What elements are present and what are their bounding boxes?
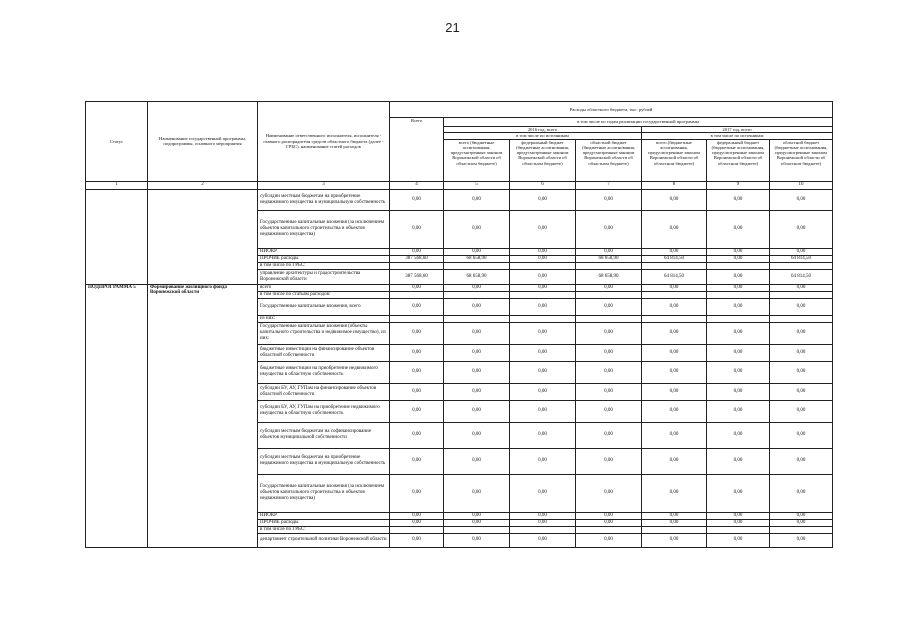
row-label: субсидии местным бюджетам на софинансирование объектов муниципальной собственности: [258, 422, 390, 448]
value-cell: 0,00: [642, 361, 707, 383]
value-cell: 0,00: [510, 210, 576, 248]
value-cell: 0,00: [770, 344, 833, 361]
value-cell: 0,00: [576, 519, 642, 526]
value-cell: 0,00: [707, 322, 770, 344]
value-cell: 0,00: [390, 210, 444, 248]
value-cell: 0,00: [576, 383, 642, 400]
value-cell: [770, 526, 833, 533]
value-cell: 0,00: [770, 210, 833, 248]
value-cell: 0,00: [707, 448, 770, 474]
value-cell: 0,00: [444, 474, 510, 512]
value-cell: 0,00: [642, 448, 707, 474]
value-cell: 0,00: [642, 210, 707, 248]
column-number: 5: [444, 181, 510, 189]
value-cell: 0,00: [390, 533, 444, 547]
row-label: из них:: [258, 315, 390, 322]
value-cell: [390, 315, 444, 322]
value-cell: 0,00: [390, 383, 444, 400]
value-cell: 0,00: [642, 422, 707, 448]
value-cell: 0,00: [510, 533, 576, 547]
header-executor: Наименование ответственного исполнителя, исполнителя - главного распорядителя средств областного бюджета (далее - ГРБС), наименование статей расходов: [258, 102, 390, 182]
header-expenses: Расходы областного бюджета, тыс. рублей: [390, 102, 833, 118]
value-cell: 0,00: [510, 474, 576, 512]
budget-table: [85, 101, 833, 548]
value-cell: [642, 262, 707, 269]
value-cell: [390, 526, 444, 533]
value-cell: 0,00: [510, 422, 576, 448]
value-cell: 0,00: [707, 298, 770, 315]
column-number: 10: [770, 181, 833, 189]
header-by-years: в том числе по годам реализации государственной программы: [444, 118, 833, 127]
value-cell: 0,00: [390, 474, 444, 512]
row-label: ПРОЧИЕ расходы: [258, 519, 390, 526]
value-cell: 0,00: [770, 512, 833, 519]
value-cell: 0,00: [510, 400, 576, 422]
value-cell: 0,00: [642, 284, 707, 291]
value-cell: 68 658,90: [576, 255, 642, 262]
header-src-2016-regional: областной бюджет (бюджетные ассигнования, предусмотренные законом Воронежской области об областном бюджете): [576, 139, 642, 181]
value-cell: [770, 262, 833, 269]
value-cell: 0,00: [510, 189, 576, 210]
value-cell: 0,00: [642, 383, 707, 400]
column-number: 3: [258, 181, 390, 189]
value-cell: 0,00: [707, 344, 770, 361]
value-cell: 0,00: [707, 210, 770, 248]
value-cell: 0,00: [444, 422, 510, 448]
header-src-2017-total: всего (бюджетные ассигнования, предусмотренные законом Воронежской области об областном бюджете): [642, 139, 707, 181]
header-by-sources-2016: в том числе по источникам: [444, 132, 641, 138]
value-cell: [770, 291, 833, 298]
row-label: в том числе по ГРБС:: [258, 262, 390, 269]
value-cell: 0,00: [390, 448, 444, 474]
value-cell: 0,00: [444, 284, 510, 291]
value-cell: [642, 526, 707, 533]
value-cell: 0,00: [576, 533, 642, 547]
value-cell: 0,00: [770, 189, 833, 210]
value-cell: [707, 291, 770, 298]
value-cell: 0,00: [576, 322, 642, 344]
value-cell: 0,00: [390, 248, 444, 255]
value-cell: 0,00: [390, 400, 444, 422]
value-cell: 0,00: [642, 533, 707, 547]
value-cell: [576, 315, 642, 322]
value-cell: [642, 315, 707, 322]
value-cell: 0,00: [576, 512, 642, 519]
value-cell: 64 814,50: [770, 269, 833, 284]
value-cell: 387 568,60: [390, 255, 444, 262]
value-cell: [510, 262, 576, 269]
value-cell: [707, 526, 770, 533]
value-cell: 0,00: [390, 512, 444, 519]
value-cell: 0,00: [510, 322, 576, 344]
value-cell: 0,00: [642, 298, 707, 315]
value-cell: 0,00: [576, 248, 642, 255]
row-label: субсидии местным бюджетам на приобретение недвижимого имущества в муниципальную собственность: [258, 448, 390, 474]
value-cell: 0,00: [576, 422, 642, 448]
row-label: Государственные капитальные вложения (за исключением объектов капитального строительства и объектов недвижимого имущества): [258, 474, 390, 512]
column-number: 7: [576, 181, 642, 189]
value-cell: [510, 526, 576, 533]
value-cell: 0,00: [390, 284, 444, 291]
row-label: в том числе по ГРБС:: [258, 526, 390, 533]
column-number-row: [86, 181, 833, 189]
value-cell: [444, 291, 510, 298]
row-label: НИОКР: [258, 248, 390, 255]
column-number: 4: [390, 181, 444, 189]
value-cell: 0,00: [770, 519, 833, 526]
header-status: Статус: [86, 102, 148, 182]
value-cell: 0,00: [770, 400, 833, 422]
value-cell: 0,00: [576, 361, 642, 383]
value-cell: 0,00: [707, 248, 770, 255]
value-cell: 68 658,90: [444, 269, 510, 284]
value-cell: 0,00: [770, 322, 833, 344]
value-cell: 0,00: [444, 298, 510, 315]
value-cell: [707, 315, 770, 322]
header-src-2016-total: всего (бюджетные ассигнования, предусмотренные законом Воронежской области об областном бюджете): [444, 139, 510, 181]
value-cell: 0,00: [510, 519, 576, 526]
header-program-name: Наименование государственной программы, подпрограммы, основного мероприятия: [148, 102, 258, 182]
value-cell: 0,00: [390, 322, 444, 344]
header-year-2016-label: 2016 год, всего: [527, 127, 558, 132]
header-year-2017: [642, 127, 833, 140]
value-cell: 0,00: [510, 298, 576, 315]
value-cell: 0,00: [390, 189, 444, 210]
value-cell: 0,00: [707, 361, 770, 383]
table-row: [86, 189, 833, 210]
value-cell: 0,00: [770, 474, 833, 512]
value-cell: 0,00: [444, 189, 510, 210]
value-cell: [576, 291, 642, 298]
value-cell: 0,00: [444, 210, 510, 248]
value-cell: 0,00: [642, 248, 707, 255]
value-cell: 0,00: [390, 519, 444, 526]
value-cell: 0,00: [707, 512, 770, 519]
value-cell: 0,00: [576, 210, 642, 248]
column-number: 8: [642, 181, 707, 189]
header-src-2016-federal: федеральный бюджет (бюджетные ассигнования, предусмотренные законом Воронежской области об областном бюджете): [510, 139, 576, 181]
value-cell: 0,00: [510, 383, 576, 400]
value-cell: 0,00: [444, 448, 510, 474]
value-cell: 0,00: [642, 519, 707, 526]
value-cell: 0,00: [510, 284, 576, 291]
row-label: в том числе по статьям расходов:: [258, 291, 390, 298]
value-cell: 0,00: [390, 361, 444, 383]
table-row: [86, 284, 833, 291]
column-number: 2: [148, 181, 258, 189]
value-cell: 0,00: [707, 189, 770, 210]
value-cell: 0,00: [707, 284, 770, 291]
header-total: Всего: [390, 118, 444, 182]
value-cell: 0,00: [707, 533, 770, 547]
row-label: ПРОЧИЕ расходы: [258, 255, 390, 262]
value-cell: 0,00: [510, 344, 576, 361]
value-cell: [390, 262, 444, 269]
header-src-2017-federal: федеральный бюджет (бюджетные ассигнования, предусмотренные законом Воронежской области об областном бюджете): [707, 139, 770, 181]
value-cell: 0,00: [707, 474, 770, 512]
value-cell: [510, 291, 576, 298]
row-label: субсидии местным бюджетам на приобретение недвижимого имущества в муниципальную собственность: [258, 189, 390, 210]
value-cell: 0,00: [510, 361, 576, 383]
value-cell: 0,00: [576, 448, 642, 474]
row-label: Государственные капитальные вложения, всего: [258, 298, 390, 315]
value-cell: 0,00: [770, 361, 833, 383]
value-cell: 0,00: [770, 448, 833, 474]
row-label: НИОКР: [258, 512, 390, 519]
value-cell: 0,00: [707, 269, 770, 284]
value-cell: 0,00: [642, 189, 707, 210]
header-year-2016: [444, 127, 642, 140]
row-label: субсидии БУ, АУ, ГУПам на финансирование объектов областной собственности: [258, 383, 390, 400]
value-cell: 0,00: [510, 448, 576, 474]
header-src-2017-regional: областной бюджет (бюджетные ассигнования, предусмотренные законом Воронежской области об областном бюджете): [770, 139, 833, 181]
value-cell: 0,00: [770, 284, 833, 291]
value-cell: 0,00: [576, 189, 642, 210]
value-cell: 0,00: [390, 298, 444, 315]
value-cell: 64 814,50: [770, 255, 833, 262]
row-label: управление архитектуры и градостроительства Воронежской области: [258, 269, 390, 284]
value-cell: 0,00: [707, 400, 770, 422]
value-cell: [444, 526, 510, 533]
value-cell: 0,00: [510, 269, 576, 284]
column-number: 9: [707, 181, 770, 189]
row-label: Государственные капитальные вложения (объекты капитального строительства и недвижимое имущество), из них:: [258, 322, 390, 344]
value-cell: [576, 262, 642, 269]
value-cell: [707, 262, 770, 269]
value-cell: 0,00: [444, 322, 510, 344]
value-cell: [444, 262, 510, 269]
value-cell: [444, 315, 510, 322]
subprogram-name: Формирование жилищного фонда Воронежской области: [148, 284, 258, 547]
value-cell: 0,00: [770, 298, 833, 315]
value-cell: 0,00: [642, 400, 707, 422]
value-cell: [510, 315, 576, 322]
header-year-2017-label: 2017 год, всего: [722, 127, 752, 132]
value-cell: 0,00: [707, 422, 770, 448]
program-cell-empty: [148, 189, 258, 284]
value-cell: [390, 291, 444, 298]
page-number: 21: [445, 20, 460, 35]
value-cell: 0,00: [576, 474, 642, 512]
value-cell: 0,00: [510, 248, 576, 255]
value-cell: 0,00: [390, 344, 444, 361]
value-cell: 0,00: [642, 512, 707, 519]
value-cell: 0,00: [576, 400, 642, 422]
header-by-sources-2017: в том числе по источникам: [642, 132, 832, 138]
value-cell: 0,00: [642, 322, 707, 344]
value-cell: 0,00: [510, 255, 576, 262]
value-cell: 68 658,90: [576, 269, 642, 284]
value-cell: 0,00: [510, 512, 576, 519]
value-cell: 0,00: [770, 422, 833, 448]
value-cell: 0,00: [770, 248, 833, 255]
column-number: 6: [510, 181, 576, 189]
subprogram-status: ПОДПРОГРАММА 5: [86, 284, 148, 547]
value-cell: 64 814,50: [642, 269, 707, 284]
status-cell-empty: [86, 189, 148, 284]
value-cell: [576, 526, 642, 533]
value-cell: 0,00: [576, 344, 642, 361]
value-cell: 0,00: [576, 298, 642, 315]
value-cell: 0,00: [444, 383, 510, 400]
value-cell: 0,00: [642, 474, 707, 512]
value-cell: 68 658,90: [444, 255, 510, 262]
row-label: бюджетные инвестиции на финансирование объектов областной собственности: [258, 344, 390, 361]
row-label: субсидии БУ, АУ, ГУПам на приобретение недвижимого имущества в областную собственность: [258, 400, 390, 422]
value-cell: 0,00: [390, 422, 444, 448]
row-label: бюджетные инвестиции на приобретение недвижимого имущества в областную собственность: [258, 361, 390, 383]
value-cell: [770, 315, 833, 322]
value-cell: 64 814,50: [642, 255, 707, 262]
value-cell: 387 568,60: [390, 269, 444, 284]
column-number: 1: [86, 181, 148, 189]
row-label: Государственные капитальные вложения (за исключением объектов капитального строительства и объектов недвижимого имущества): [258, 210, 390, 248]
value-cell: [642, 291, 707, 298]
value-cell: 0,00: [642, 344, 707, 361]
value-cell: 0,00: [707, 383, 770, 400]
row-label: департамент строительной политики Воронежской области: [258, 533, 390, 547]
row-label: всего: [258, 284, 390, 291]
value-cell: 0,00: [444, 533, 510, 547]
value-cell: 0,00: [707, 519, 770, 526]
value-cell: 0,00: [444, 400, 510, 422]
value-cell: 0,00: [770, 383, 833, 400]
value-cell: 0,00: [444, 248, 510, 255]
value-cell: 0,00: [770, 533, 833, 547]
value-cell: 0,00: [444, 361, 510, 383]
value-cell: 0,00: [444, 512, 510, 519]
value-cell: 0,00: [444, 519, 510, 526]
value-cell: 0,00: [444, 344, 510, 361]
value-cell: 0,00: [576, 284, 642, 291]
value-cell: 0,00: [707, 255, 770, 262]
